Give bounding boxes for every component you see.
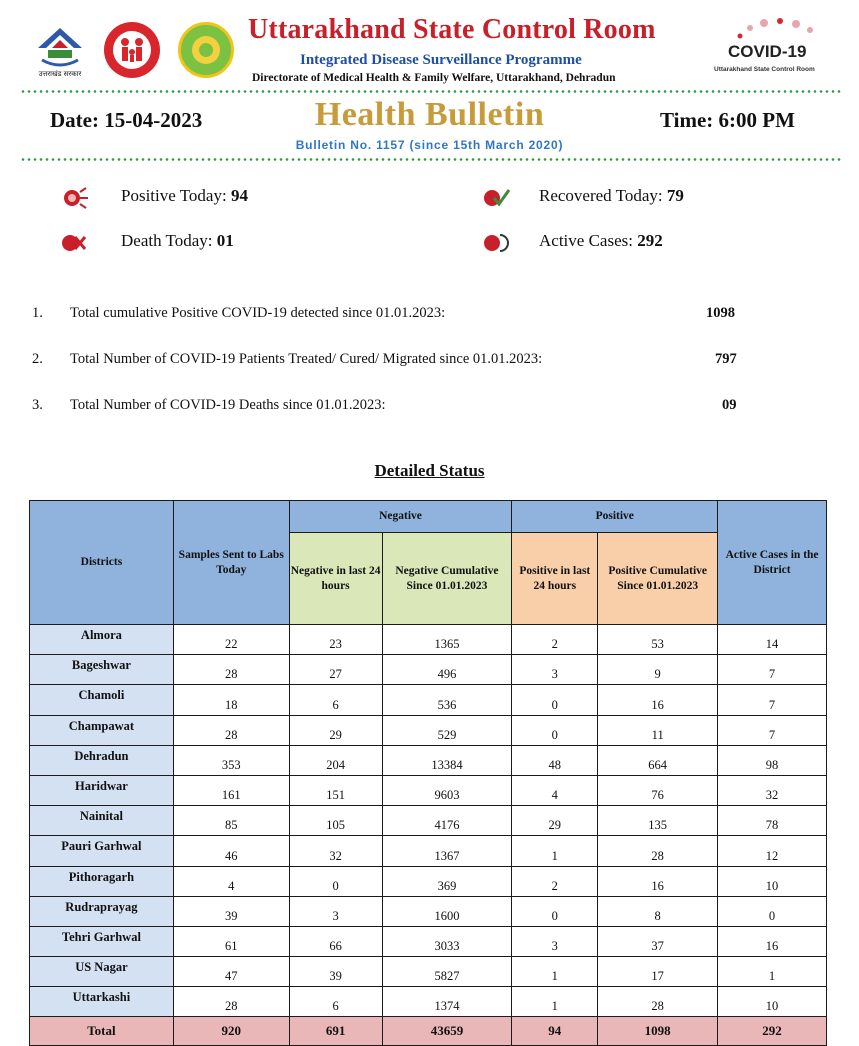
cell-poscum: 17: [598, 957, 718, 987]
cell-poscum: 37: [598, 926, 718, 956]
summary-value-2: 797: [715, 351, 737, 367]
table-row: [30, 655, 827, 685]
bulletin-time: Time: 6:00 PM: [660, 108, 795, 132]
summary-text-1: Total cumulative Positive COVID-19 detected since 01.01.2023:: [70, 305, 446, 321]
cell-samples: 161: [173, 775, 289, 805]
cell-samples: 28: [173, 655, 289, 685]
covid-logo-text: COVID-19: [728, 42, 807, 61]
table-row: [30, 896, 827, 926]
virus-recovered-icon: [480, 186, 512, 210]
cell-active: 12: [718, 836, 827, 866]
cell-district: Nainital: [30, 806, 174, 836]
cell-negcum: 13384: [382, 745, 512, 775]
cell-neg24: 105: [289, 806, 382, 836]
cell-samples: 28: [173, 715, 289, 745]
cell-active: 7: [718, 685, 827, 715]
positive-today-value: 94: [230, 186, 248, 205]
cell-samples: 353: [173, 745, 289, 775]
cell-samples: 85: [173, 806, 289, 836]
recovered-today-value: 79: [666, 186, 684, 205]
cell-poscum: 8: [598, 896, 718, 926]
summary-value-1: 1098: [706, 305, 735, 321]
death-today: [121, 231, 234, 251]
total-negcum: 43659: [382, 1017, 512, 1046]
cell-pos24: 48: [512, 745, 598, 775]
death-today-label: Death Today:: [121, 231, 217, 250]
cell-district: US Nagar: [30, 957, 174, 987]
total-active: 292: [718, 1017, 827, 1046]
cell-pos24: 4: [512, 775, 598, 805]
cell-active: 1: [718, 957, 827, 987]
cell-negcum: 3033: [382, 926, 512, 956]
cell-samples: 39: [173, 896, 289, 926]
table-row: [30, 866, 827, 896]
district-status-table: [29, 500, 827, 1046]
header-positive: Positive: [512, 501, 718, 533]
header-neg-24: Negative in last 24 hours: [289, 533, 382, 625]
national-health-mission-logo: [104, 22, 160, 78]
table-row: [30, 775, 827, 805]
positive-today-label: Positive Today:: [121, 186, 231, 205]
total-neg24: 691: [289, 1017, 382, 1046]
cell-active: 0: [718, 896, 827, 926]
cell-neg24: 27: [289, 655, 382, 685]
cell-negcum: 9603: [382, 775, 512, 805]
cell-active: 14: [718, 625, 827, 655]
cell-active: 78: [718, 806, 827, 836]
cell-neg24: 3: [289, 896, 382, 926]
org-title: Uttarakhand State Control Room: [248, 14, 656, 45]
cell-active: 32: [718, 775, 827, 805]
cell-pos24: 3: [512, 655, 598, 685]
cell-neg24: 151: [289, 775, 382, 805]
death-today-value: 01: [216, 231, 234, 250]
table-row: [30, 806, 827, 836]
cell-active: 16: [718, 926, 827, 956]
cell-district: Tehri Garhwal: [30, 926, 174, 956]
cell-poscum: 16: [598, 866, 718, 896]
cell-pos24: 29: [512, 806, 598, 836]
virus-positive-icon: [58, 186, 90, 210]
detailed-status-title: Detailed Status: [374, 461, 485, 480]
bulletin-date: Date: 15-04-2023: [50, 108, 203, 132]
cell-pos24: 3: [512, 926, 598, 956]
cell-poscum: 76: [598, 775, 718, 805]
summary-text-2: Total Number of COVID-19 Patients Treated/ Cured/ Migrated since 01.01.2023:: [70, 351, 543, 367]
cell-district: Chamoli: [30, 685, 174, 715]
cell-active: 10: [718, 866, 827, 896]
cell-pos24: 2: [512, 625, 598, 655]
cell-samples: 46: [173, 836, 289, 866]
cell-negcum: 5827: [382, 957, 512, 987]
header-samples: Samples Sent to Labs Today: [173, 501, 289, 625]
summary-text-3: Total Number of COVID-19 Deaths since 01.01.2023:: [70, 397, 386, 413]
recovered-today-label: Recovered Today:: [539, 186, 667, 205]
cell-poscum: 11: [598, 715, 718, 745]
table-row: [30, 625, 827, 655]
cell-district: Dehradun: [30, 745, 174, 775]
program-emblem-logo: [178, 22, 234, 78]
cell-samples: 18: [173, 685, 289, 715]
table-row: [30, 926, 827, 956]
table-row: [30, 745, 827, 775]
active-cases-value: 292: [637, 231, 663, 250]
table-row: [30, 957, 827, 987]
cell-negcum: 1374: [382, 987, 512, 1017]
virus-death-icon: [58, 231, 90, 255]
total-pos24: 94: [512, 1017, 598, 1046]
summary-num-1: 1.: [32, 305, 43, 321]
cell-active: 7: [718, 715, 827, 745]
logo-caption: उत्तराखंड सरकार: [38, 70, 82, 78]
cell-samples: 61: [173, 926, 289, 956]
cell-poscum: 16: [598, 685, 718, 715]
cell-poscum: 9: [598, 655, 718, 685]
org-subtitle: Integrated Disease Surveillance Programme: [300, 52, 582, 68]
header-pos-cum: Positive Cumulative Since 01.01.2023: [598, 533, 718, 625]
header-active: Active Cases in the District: [718, 501, 827, 625]
cell-negcum: 529: [382, 715, 512, 745]
header-pos-24: Positive in last 24 hours: [512, 533, 598, 625]
cell-pos24: 1: [512, 836, 598, 866]
cell-negcum: 496: [382, 655, 512, 685]
cell-neg24: 39: [289, 957, 382, 987]
cell-pos24: 0: [512, 715, 598, 745]
cell-poscum: 28: [598, 987, 718, 1017]
cell-district: Pauri Garhwal: [30, 836, 174, 866]
uttarakhand-govt-logo: [30, 22, 90, 78]
table-total-row: [30, 1017, 827, 1046]
positive-today: [121, 186, 248, 206]
cell-poscum: 664: [598, 745, 718, 775]
bulletin-number: Bulletin No. 1157 (since 15th March 2020): [295, 138, 564, 152]
cell-samples: 47: [173, 957, 289, 987]
divider-top: [20, 90, 842, 93]
table-row: [30, 715, 827, 745]
active-cases-label: Active Cases:: [539, 231, 638, 250]
cell-district: Pithoragarh: [30, 866, 174, 896]
cell-neg24: 6: [289, 987, 382, 1017]
cell-samples: 28: [173, 987, 289, 1017]
recovered-today: [539, 186, 684, 206]
cell-district: Champawat: [30, 715, 174, 745]
cell-pos24: 0: [512, 685, 598, 715]
total-district: Total: [30, 1017, 174, 1046]
cell-pos24: 1: [512, 957, 598, 987]
summary-num-2: 2.: [32, 351, 43, 367]
cell-negcum: 4176: [382, 806, 512, 836]
cell-neg24: 204: [289, 745, 382, 775]
cell-pos24: 0: [512, 896, 598, 926]
cell-poscum: 53: [598, 625, 718, 655]
cell-district: Rudraprayag: [30, 896, 174, 926]
header-districts: Districts: [30, 501, 174, 625]
cell-poscum: 28: [598, 836, 718, 866]
cell-neg24: 23: [289, 625, 382, 655]
cell-district: Uttarkashi: [30, 987, 174, 1017]
org-directorate: Directorate of Medical Health & Family Welfare, Uttarakhand, Dehradun: [252, 72, 616, 84]
total-samples: 920: [173, 1017, 289, 1046]
virus-active-icon: [480, 231, 512, 255]
cell-neg24: 32: [289, 836, 382, 866]
header-neg-cum: Negative Cumulative Since 01.01.2023: [382, 533, 512, 625]
cell-negcum: 1367: [382, 836, 512, 866]
bulletin-title: Health Bulletin: [314, 96, 545, 133]
cell-pos24: 1: [512, 987, 598, 1017]
active-cases: [539, 231, 663, 251]
cell-samples: 22: [173, 625, 289, 655]
header-negative: Negative: [289, 501, 512, 533]
table-row: [30, 987, 827, 1017]
cell-poscum: 135: [598, 806, 718, 836]
cell-district: Haridwar: [30, 775, 174, 805]
cell-negcum: 536: [382, 685, 512, 715]
cell-negcum: 1365: [382, 625, 512, 655]
cell-district: Almora: [30, 625, 174, 655]
total-poscum: 1098: [598, 1017, 718, 1046]
cell-active: 98: [718, 745, 827, 775]
divider-bottom: [20, 158, 842, 161]
cell-neg24: 66: [289, 926, 382, 956]
cell-negcum: 1600: [382, 896, 512, 926]
cell-neg24: 29: [289, 715, 382, 745]
cell-pos24: 2: [512, 866, 598, 896]
cell-district: Bageshwar: [30, 655, 174, 685]
summary-value-3: 09: [722, 397, 737, 413]
cell-active: 7: [718, 655, 827, 685]
table-row: [30, 685, 827, 715]
summary-num-3: 3.: [32, 397, 43, 413]
cell-negcum: 369: [382, 866, 512, 896]
cell-active: 10: [718, 987, 827, 1017]
cell-neg24: 6: [289, 685, 382, 715]
table-row: [30, 836, 827, 866]
covid-logo-subtext: Uttarakhand State Control Room: [714, 66, 815, 73]
cell-samples: 4: [173, 866, 289, 896]
cell-neg24: 0: [289, 866, 382, 896]
